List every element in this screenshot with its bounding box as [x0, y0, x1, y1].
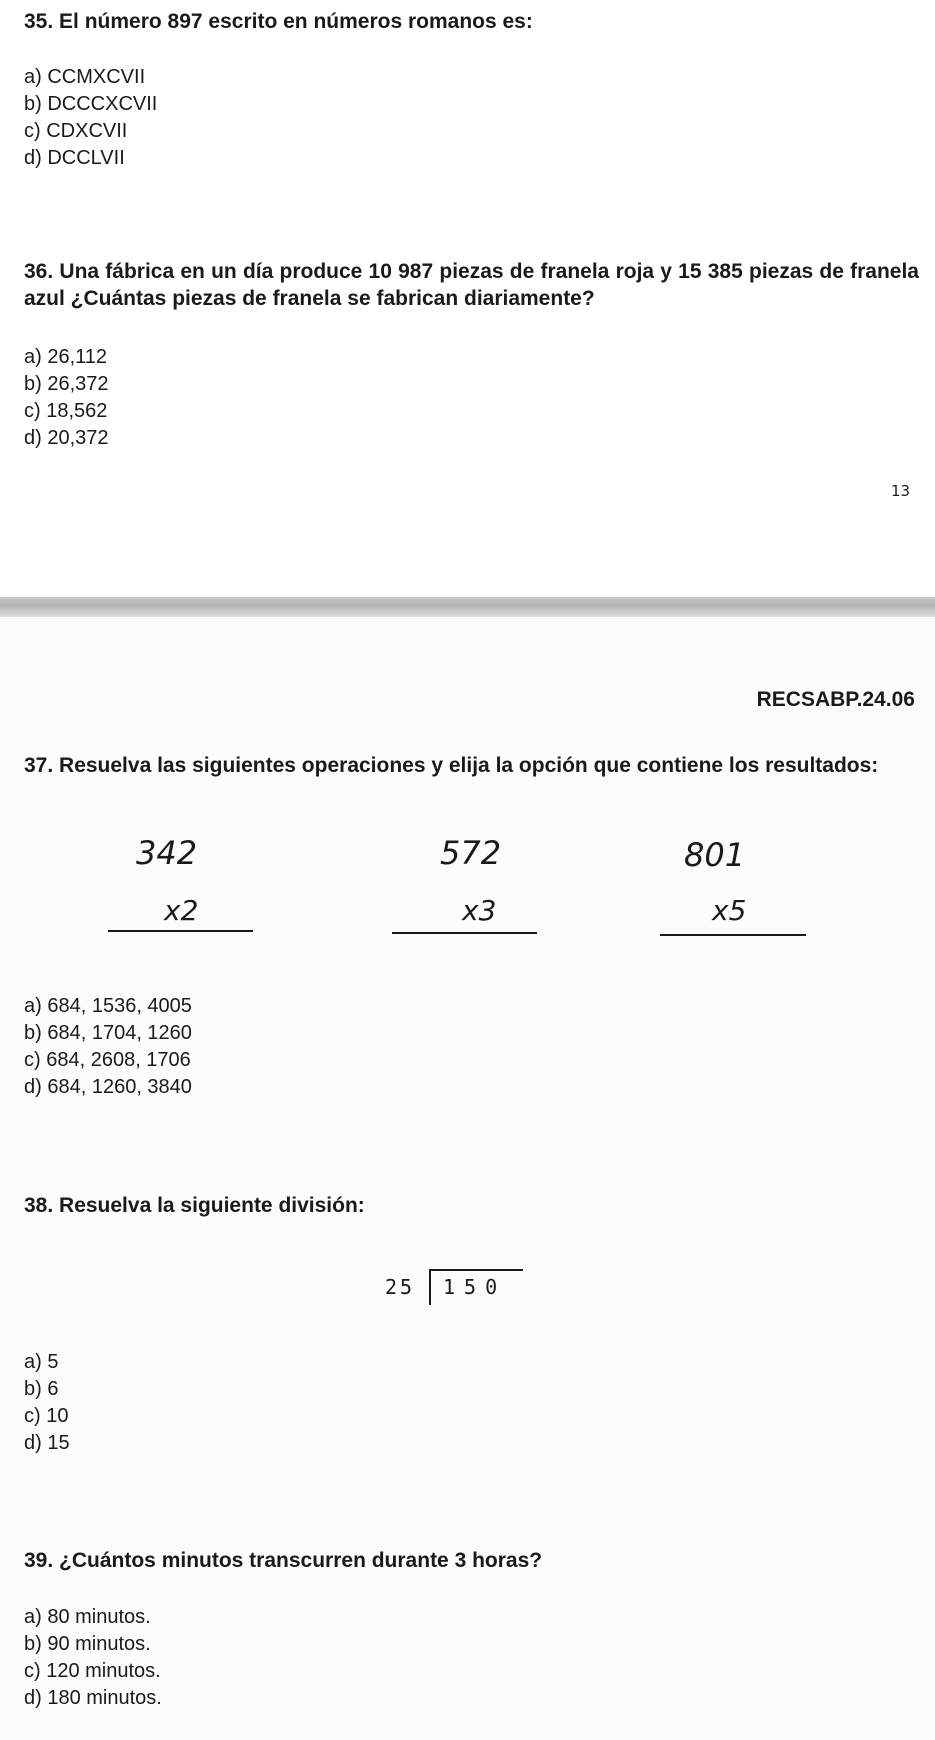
option-c[interactable]: c) 120 minutos. — [24, 1660, 161, 1682]
multiplier: x5 — [712, 894, 747, 927]
option-a[interactable]: a) 80 minutos. — [24, 1606, 151, 1628]
option-a[interactable]: a) CCMXCVII — [24, 66, 146, 88]
option-c[interactable]: c) CDXCVII — [24, 120, 128, 142]
option-d[interactable]: d) 684, 1260, 3840 — [24, 1076, 192, 1098]
page-number: 13 — [891, 482, 911, 500]
multiplier: x2 — [164, 894, 199, 927]
option-b[interactable]: b) 90 minutos. — [24, 1633, 151, 1655]
result-line — [660, 934, 806, 936]
option-c[interactable]: c) 18,562 — [24, 400, 108, 422]
result-line — [108, 930, 253, 932]
multiplicand: 572 — [440, 834, 502, 872]
option-c[interactable]: c) 10 — [24, 1405, 69, 1427]
option-a[interactable]: a) 5 — [24, 1351, 59, 1373]
multiplier: x3 — [462, 894, 497, 927]
option-a[interactable]: a) 26,112 — [24, 346, 108, 368]
question-35-options — [24, 64, 157, 172]
option-a[interactable]: a) 684, 1536, 4005 — [24, 995, 192, 1017]
divisor: 25 — [385, 1275, 416, 1299]
option-d[interactable]: d) 180 minutos. — [24, 1687, 162, 1709]
question-38-options — [24, 1349, 70, 1457]
question-38-title: 38. Resuelva la siguiente división: — [24, 1194, 365, 1217]
question-37-options — [24, 993, 192, 1101]
option-d[interactable]: d) 20,372 — [24, 427, 109, 449]
question-35-title: 35. El número 897 escrito en números romanos es: — [24, 10, 533, 33]
dividend: 150 — [443, 1275, 507, 1299]
page-separator — [0, 597, 935, 617]
option-b[interactable]: b) 684, 1704, 1260 — [24, 1022, 192, 1044]
multiplicand: 342 — [136, 834, 198, 872]
question-39-title: 39. ¿Cuántos minutos transcurren durante 3 horas? — [24, 1549, 543, 1572]
option-d[interactable]: d) DCCLVII — [24, 147, 125, 169]
question-39-options — [24, 1604, 162, 1712]
option-d[interactable]: d) 15 — [24, 1432, 70, 1454]
option-c[interactable]: c) 684, 2608, 1706 — [24, 1049, 191, 1071]
question-36-options — [24, 344, 109, 452]
multiplicand: 801 — [684, 836, 746, 874]
question-36-title: 36. Una fábrica en un día produce 10 987 piezas de franela roja y 15 385 piezas de franela azul ¿Cuántas piezas de franela se fabrican diariamente? — [24, 260, 919, 310]
option-b[interactable]: b) 26,372 — [24, 373, 109, 395]
question-37-title: 37. Resuelva las siguientes operaciones y elija la opción que contiene los resultados: — [24, 754, 879, 777]
option-b[interactable]: b) DCCCXCVII — [24, 93, 158, 115]
document-code: RECSABP.24.06 — [756, 688, 915, 711]
result-line — [392, 932, 537, 934]
option-b[interactable]: b) 6 — [24, 1378, 59, 1400]
